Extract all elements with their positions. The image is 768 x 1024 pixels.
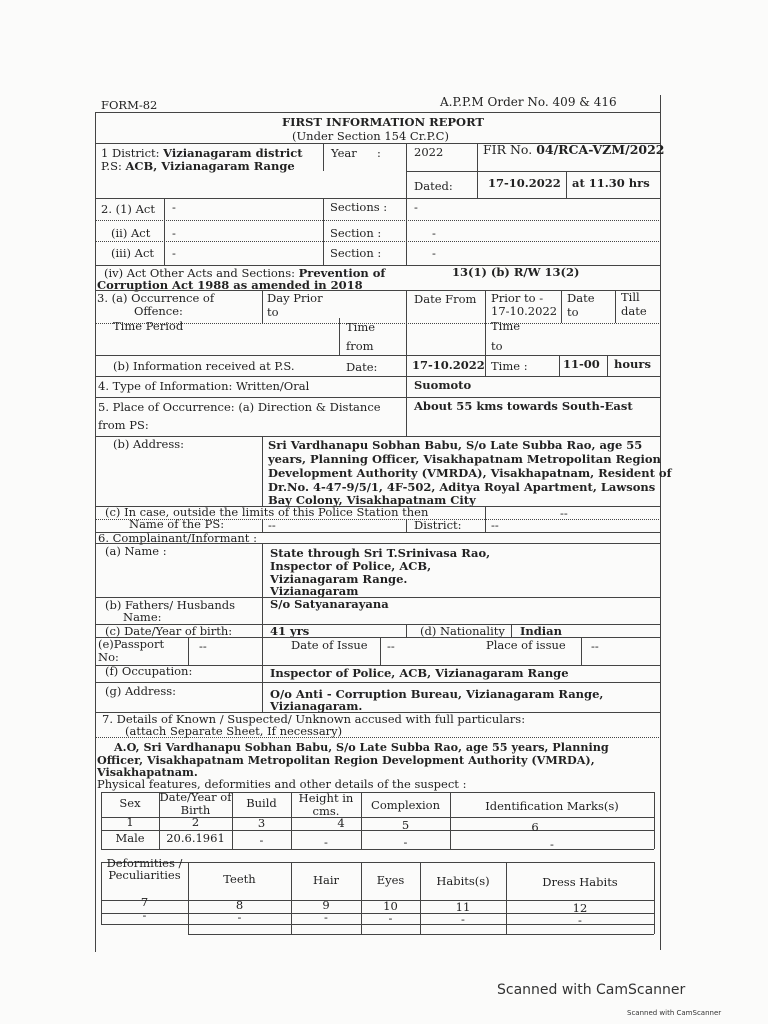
address-line-2: years, Planning Officer, Visakhapatnam Metropolitan Region [268, 452, 661, 466]
time-to: to [491, 339, 503, 353]
place-label-from-ps: from PS: [98, 418, 149, 432]
nationality-label: (d) Nationality [420, 624, 505, 638]
table2-header-teeth: Teeth [223, 872, 256, 886]
outside-limits-value: -- [560, 506, 568, 520]
table1-header-dob: Date/Year of Birth [159, 790, 232, 817]
ps-name-label: Name of the PS: [129, 517, 225, 531]
direction-value: About 55 kms towards South-East [414, 399, 633, 413]
time-to-label: Time [491, 319, 521, 333]
table1-dob-value: 20.6.1961 [166, 831, 225, 845]
table2-teeth-value: - [237, 910, 242, 924]
act-1-value: - [172, 200, 176, 214]
address-label: (b) Address: [113, 437, 184, 451]
date-from-label: Date From [414, 292, 477, 306]
physical-features-heading: Physical features, deformities and other details of the suspect : [97, 777, 467, 791]
outside-limits-label: (c) In case, outside the limits of this Police Station then [105, 505, 429, 519]
ps-district-value: -- [491, 518, 499, 532]
other-sections-value: 13(1) (b) R/W 13(2) [452, 265, 580, 279]
accused-heading: 7. Details of Known / Suspected/ Unknown accused with full particulars: [102, 712, 526, 726]
info-type-value: Suomoto [414, 378, 472, 392]
table1-sex-value: Male [115, 831, 145, 845]
complainant-name-line-1: State through Sri T.Srinivasa Rao, [270, 546, 491, 560]
info-received-label: (b) Information received at P.S. [113, 359, 295, 373]
accused-text-line-2: Officer, Visakhapatnam Metropolitan Region Development Authority (VMRDA), [97, 753, 595, 767]
table1-identification-value: - [550, 837, 554, 851]
till-date: date [621, 304, 647, 318]
table1-header-sex: Sex [119, 796, 141, 810]
occurrence-label-offence: Offence: [134, 304, 183, 318]
section-3-value: - [432, 246, 436, 260]
fir-number: FIR No. 04/RCA-VZM/2022 [483, 142, 665, 157]
act-3-label: (iii) Act [111, 246, 155, 260]
table2-num-12: 12 [572, 901, 588, 915]
table1-header-complexion: Complexion [371, 798, 440, 812]
complainant-address-label: (g) Address: [105, 684, 176, 698]
place-label: 5. Place of Occurrence: (a) Direction & Distance [98, 400, 381, 414]
table1-header-identification: Identification Marks(s) [485, 799, 619, 813]
table2-dress-habits-value: - [578, 913, 582, 927]
address-line-3: Development Authority (VMRDA), Visakhapatnam, Resident of [268, 466, 672, 480]
day-prior-label: Day Prior [267, 291, 323, 305]
complainant-name-line-4: Vizianagaram [270, 584, 359, 598]
table2-header-habits: Habits(s) [436, 874, 490, 888]
issue-place-label: Place of issue [486, 638, 566, 652]
form-number: FORM-82 [101, 98, 158, 112]
occupation-value: Inspector of Police, ACB, Vizianagaram Range [270, 666, 569, 680]
table1-header-build: Build [246, 796, 277, 810]
complainant-name-label: (a) Name : [105, 544, 167, 558]
section-2-value: - [432, 226, 436, 240]
info-time-value: 11-00 [563, 357, 600, 371]
frame-top [95, 112, 661, 113]
section-2-label: Section : [330, 226, 382, 240]
camscanner-watermark-small: Scanned with CamScanner [627, 1009, 722, 1017]
accused-text-line-3: Visakhapatnam. [97, 765, 198, 779]
time-period-label: Time Period [113, 319, 184, 333]
issue-place-value: -- [591, 639, 599, 653]
passport-value: -- [199, 639, 207, 653]
info-date-label: Date: [346, 360, 378, 374]
table2-num-11: 11 [455, 900, 471, 914]
table1-num-6: 6 [531, 820, 539, 834]
info-type-label: 4. Type of Information: Written/Oral [98, 379, 310, 393]
table2-habits-value: - [461, 912, 465, 926]
prior-to-label: Prior to - [491, 291, 544, 305]
table2-header-eyes: Eyes [376, 873, 405, 887]
day-prior-to: to [267, 305, 279, 319]
complainant-address-line-1: O/o Anti - Corruption Bureau, Vizianagaram Range, [270, 687, 604, 701]
table2-num-8: 8 [235, 898, 244, 912]
year-value: 2022 [414, 145, 444, 159]
dob-value: 41 yrs [270, 624, 310, 638]
accused-heading-note: (attach Separate Sheet, If necessary) [125, 724, 343, 738]
address-line-4: Dr.No. 4-47-9/5/1, 4F-502, Aditya Royal Apartment, Lawsons [268, 480, 656, 494]
accused-text-line-1: A.O, Sri Vardhanapu Sobhan Babu, S/o Late Subba Rao, age 55 years, Planning [114, 740, 609, 754]
other-acts-field: (iv) Act Other Acts and Sections: Prevention of [104, 266, 386, 280]
table2-deformities-value: - [142, 908, 147, 922]
document-title: FIRST INFORMATION REPORT [282, 115, 484, 129]
issue-date-value: -- [387, 639, 395, 653]
address-line-5: Bay Colony, Visakhapatnam City [268, 493, 476, 507]
date-to: to [567, 305, 579, 319]
ps-district-label: District: [414, 518, 462, 532]
issue-date-label: Date of Issue [291, 638, 368, 652]
table2-hair-value: - [324, 910, 328, 924]
time-from-label: Time [346, 320, 376, 334]
table2-num-10: 10 [383, 899, 398, 913]
occupation-label: (f) Occupation: [105, 664, 193, 678]
table1-num-3: 3 [257, 816, 266, 830]
occurrence-label: 3. (a) Occurrence of [97, 291, 215, 305]
table2-eyes-value: - [388, 911, 393, 925]
document-subtitle: (Under Section 154 Cr.P.C) [292, 129, 449, 143]
info-time-label: Time : [491, 359, 528, 373]
dated-value: 17-10.2022 [488, 176, 561, 190]
time-from: from [346, 339, 374, 353]
table2-num-9: 9 [322, 898, 330, 912]
table1-build-value: - [259, 833, 264, 847]
order-number: A.P.P.M Order No. 409 & 416 [440, 95, 617, 109]
passport-label-no: No: [98, 650, 119, 664]
table2-header-hair: Hair [312, 873, 340, 887]
year-colon: : [377, 146, 381, 160]
table1-header-height: Height in cms. [298, 791, 354, 818]
act-2-value: - [172, 226, 176, 240]
frame-right [660, 95, 661, 950]
father-name-label: (b) Fathers/ Husbands [105, 598, 236, 612]
table2-header-deformities: Deformities / Peculiarities [106, 856, 183, 882]
complainant-address-line-2: Vizianagaram. [270, 699, 363, 713]
father-name-value: S/o Satyanarayana [270, 597, 389, 611]
table2-header-dress-habits: Dress Habits [542, 875, 618, 889]
table1-num-1: 1 [126, 815, 134, 829]
camscanner-watermark: Scanned with CamScanner [497, 982, 686, 998]
date-to-label: Date [567, 291, 595, 305]
table1-num-5: 5 [401, 818, 410, 832]
prior-to-date: 17-10.2022 [491, 304, 558, 318]
sections-value: - [414, 200, 418, 214]
dob-label: (c) Date/Year of birth: [105, 624, 233, 638]
other-acts-value-continued: Corruption Act 1988 as amended in 2018 [97, 278, 363, 292]
dated-label: Dated: [414, 179, 453, 193]
table1-complexion-value: - [403, 835, 408, 849]
till-label: Till [621, 290, 640, 304]
police-station-field: P.S: ACB, Vizianagaram Range [101, 159, 295, 173]
section-3-label: Section : [330, 246, 382, 260]
year-label: Year [331, 146, 357, 160]
sections-label: Sections : [330, 200, 388, 214]
district-field: 1 District: Vizianagaram district [101, 146, 303, 160]
info-hours: hours [614, 357, 651, 371]
ps-name-value: -- [268, 518, 276, 532]
complainant-name-line-3: Vizianagaram Range. [270, 572, 408, 586]
address-line-1: Sri Vardhanapu Sobhan Babu, S/o Late Subba Rao, age 55 [268, 438, 643, 452]
complainant-heading: 6. Complainant/Informant : [98, 531, 257, 545]
dated-time: at 11.30 hrs [572, 176, 650, 190]
father-name-label-name: Name: [123, 610, 162, 624]
table1-num-4: 4 [337, 816, 345, 830]
table1-height-value: - [324, 835, 328, 849]
passport-label: (e)Passport [98, 637, 165, 651]
nationality-value: Indian [520, 624, 562, 638]
table2-num-7: 7 [140, 895, 149, 909]
act-3-value: - [172, 246, 176, 260]
info-date-value: 17-10.2022 [412, 358, 485, 372]
act-1-label: 2. (1) Act [101, 202, 155, 216]
act-2-label: (ii) Act [111, 226, 151, 240]
complainant-name-line-2: Inspector of Police, ACB, [270, 559, 432, 573]
table1-num-2: 2 [191, 815, 200, 829]
